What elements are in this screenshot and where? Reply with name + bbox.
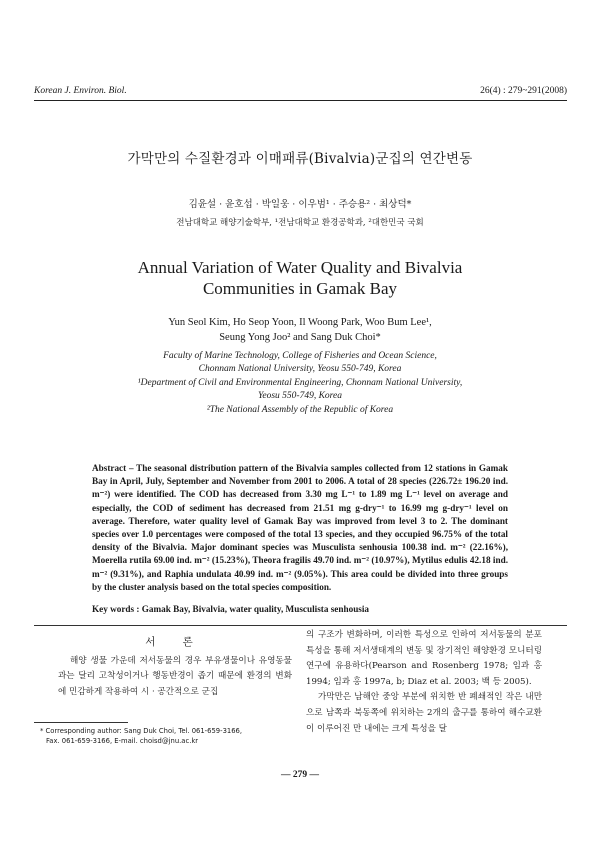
korean-affiliation: 전남대학교 해양기술학부, ¹전남대학교 환경공학과, ²대한민국 국회 xyxy=(176,218,424,228)
affiliation-line: ¹Department of Civil and Environmental Engineering, Chonnam National University, xyxy=(137,377,463,388)
english-title xyxy=(0,257,600,299)
abstract-text: – The seasonal distribution pattern of the Bivalvia samples collected from 12 stations in Gamak Bay in April, July, September and November from 2001 to 2006. A total of 28 species (226.72± 196.20 ind. m⁻²) were identified. The COD has decreased from 3.30 mg L⁻¹ to 1.89 mg L⁻¹ level on average and especially, the COD of sediment has decreased from 21.51 mg g-dry⁻¹ to 16.99 mg g-dry⁻¹ level on average. Therefore, water quality level of Gamak Bay was improved from level 3 to 2. The dominant species over 1.0 percentages were composed of the total 13 species, and they occupied 96.75% of the total density of the Bivalvia. Major dominant species was Musculista senhousia 100.38 ind. m⁻² (22.16%), Moerella rutila 69.00 ind. m⁻² (15.23%), Theora fragilis 49.70 ind. m⁻² (10.97%), Mytilus edulis 42.18 ind. m⁻² (9.31%), and Raphia undulata 40.99 ind. m⁻² (9.05%). This area could be divided into three groups by the cluster analysis based on the total species composition. xyxy=(92,463,508,592)
korean-title: 가막만의 수질환경과 이매패류(Bivalvia)군집의 연간변동 xyxy=(127,151,473,167)
english-authors xyxy=(0,315,600,345)
right-paragraph-1: 의 구조가 변화하며, 이러한 특성으로 인하여 저서동물의 분포특성을 통해 저서생태계의 변동 및 장기적인 해양환경 모니터링 연구에 유용하다(Pearson and Rosenberg 1978; 임과 홍 1994; 임과 홍 1997a, b; Diaz et al. 2003; 백 등 2005). xyxy=(306,630,542,687)
page-number: — 279 — xyxy=(281,770,319,780)
english-title-line2: Communities in Gamak Bay xyxy=(202,279,398,298)
right-column xyxy=(306,628,542,737)
affiliation-line: Faculty of Marine Technology, College of Fisheries and Ocean Science, xyxy=(163,351,437,361)
affiliation-line: ²The National Assembly of the Republic of Korea xyxy=(206,404,394,415)
running-header xyxy=(34,84,567,101)
right-paragraph-2: 가막만은 남해안 중앙 부분에 위치한 반 폐쇄적인 작은 내만으로 남쪽과 북동쪽에 위치하는 2개의 출구를 통하여 해수교환이 이루어진 만 내에는 크게 특성을 달 xyxy=(306,692,542,734)
english-authors-line2: Seung Yong Joo² and Sang Duk Choi* xyxy=(219,332,381,343)
english-affiliations xyxy=(0,350,600,417)
affiliation-line: Chonnam National University, Yeosu 550-749, Korea xyxy=(198,364,402,375)
english-title-line1: Annual Variation of Water Quality and Bivalvia xyxy=(137,258,463,277)
issue-info: 26(4) : 279~291(2008) xyxy=(480,86,567,96)
footnote-rule xyxy=(34,722,128,723)
introduction-heading: 서 론 xyxy=(145,636,205,648)
korean-authors: 김윤설 · 윤호섭 · 박일웅 · 이우범¹ · 주승용² · 최상덕* xyxy=(188,199,412,210)
footnote-line1: * Corresponding author: Sang Duk Choi, Tel. 061-659-3166, xyxy=(40,727,243,735)
affiliation-line: Yeosu 550-749, Korea xyxy=(257,391,342,402)
keywords-label: Key words : xyxy=(92,604,140,614)
abstract xyxy=(92,462,508,594)
journal-name: Korean J. Environ. Biol. xyxy=(34,86,127,96)
abstract-label: Abstract xyxy=(92,463,127,473)
introduction-paragraph: 해양 생물 가운데 저서동물의 경우 부유생물이나 유영동물과는 달리 고착성이거나 행동반경이 좁기 때문에 환경의 변화에 민감하게 작용하여 시 · 공간적으로 군집 xyxy=(58,655,292,697)
left-column xyxy=(58,635,292,700)
section-divider xyxy=(34,625,567,626)
footnote xyxy=(40,726,290,746)
keywords xyxy=(92,604,508,614)
footnote-line2: Fax. 061-659-3166, E-mail. choisd@jnu.ac.kr xyxy=(46,737,199,745)
keywords-text: Gamak Bay, Bivalvia, water quality, Musculista senhousia xyxy=(141,604,370,614)
english-authors-line1: Yun Seol Kim, Ho Seop Yoon, Il Woong Park, Woo Bum Lee¹, xyxy=(168,317,432,328)
